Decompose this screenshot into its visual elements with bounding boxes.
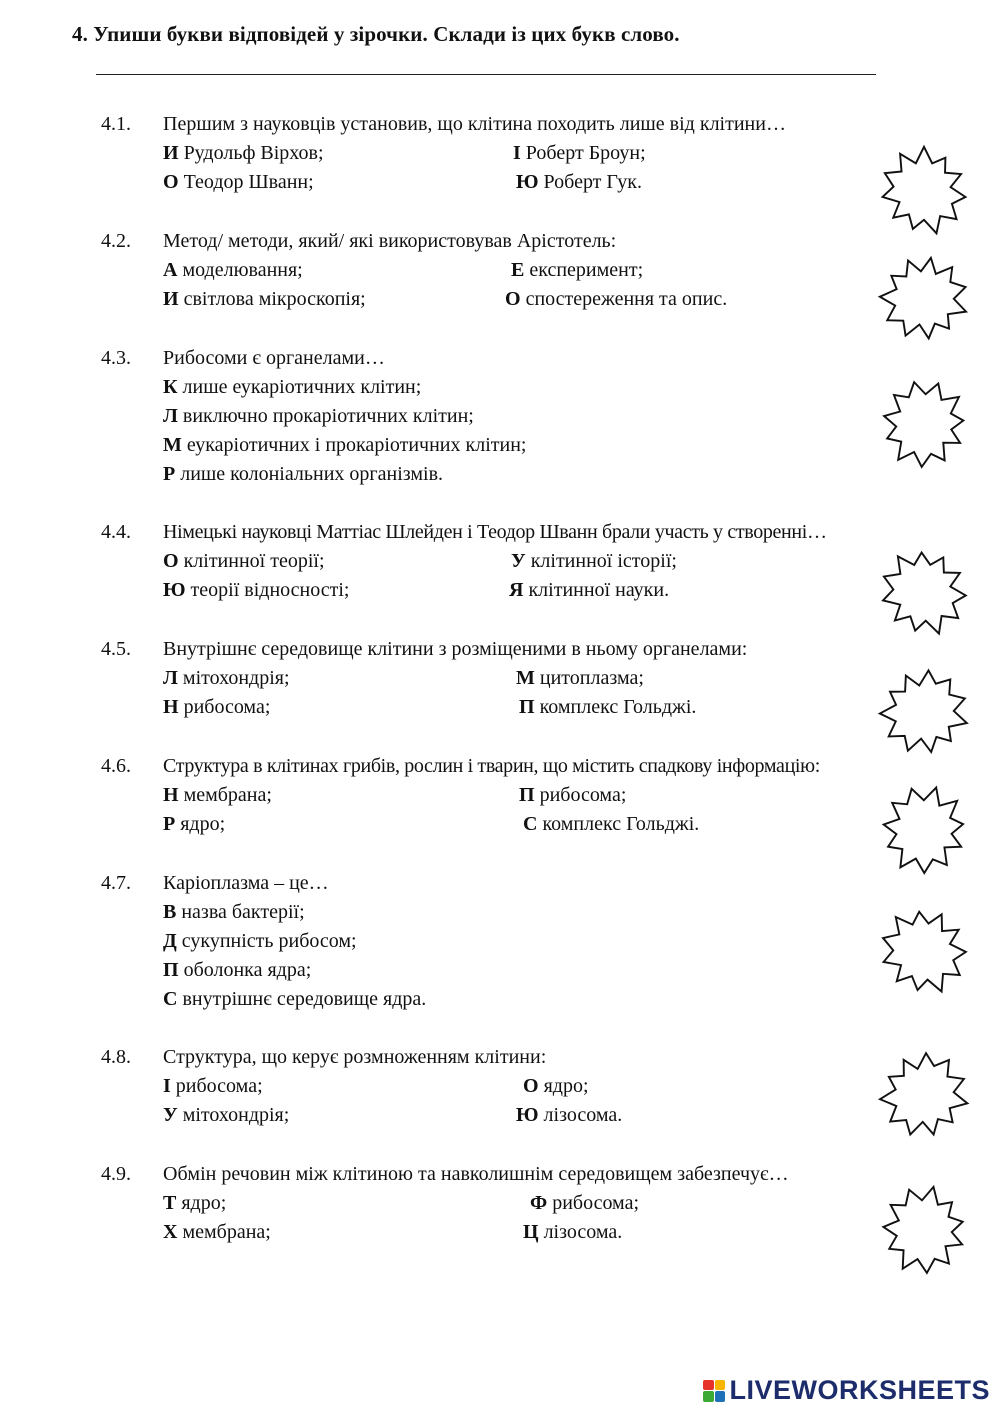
option-text: клітинної теорії; <box>183 550 325 572</box>
option <box>523 813 699 836</box>
option-letter: Т <box>163 1192 177 1214</box>
option <box>519 696 696 719</box>
option-text: Роберт Гук. <box>543 171 642 193</box>
option-text: назва бактерії; <box>181 901 305 923</box>
option-text: рибосома; <box>552 1192 640 1214</box>
question-text: Першим з науковців установив, що клітина походить лише від клітини… <box>163 113 786 135</box>
option-letter: О <box>163 550 179 572</box>
option-text: оболонка ядра; <box>183 959 312 981</box>
option <box>163 550 325 573</box>
option-text: еукаріотичних і прокаріотичних клітин; <box>186 434 527 456</box>
option <box>505 288 727 311</box>
option-letter: Р <box>163 813 176 835</box>
option-text: мітохондрія; <box>182 667 290 689</box>
option-text: моделювання; <box>182 259 303 281</box>
option-letter: І <box>163 1075 171 1097</box>
option-letter: Н <box>163 696 179 718</box>
starburst-answer-icon[interactable] <box>876 143 972 239</box>
option <box>163 813 225 836</box>
option <box>163 376 421 399</box>
option-letter: Н <box>163 784 179 806</box>
question-number: 4.5. <box>101 638 131 660</box>
option-text: лише еукаріотичних клітин; <box>182 376 422 398</box>
option-text: Роберт Броун; <box>525 142 646 164</box>
option <box>163 579 349 602</box>
option <box>163 463 443 486</box>
option-letter: В <box>163 901 177 923</box>
option-letter: И <box>163 142 179 164</box>
option-text: клітинної науки. <box>528 579 670 601</box>
starburst-answer-icon[interactable] <box>876 376 972 472</box>
option-text: теорії відносності; <box>190 579 350 601</box>
option <box>519 784 626 807</box>
option <box>163 259 303 282</box>
option <box>163 696 270 719</box>
question-text: Обмін речовин між клітиною та навколишнім середовищем забезпечує… <box>163 1163 789 1185</box>
option <box>516 1104 622 1127</box>
option <box>516 667 644 690</box>
option <box>163 667 290 690</box>
brand-name: LIVEWORKSHEETS <box>729 1375 990 1405</box>
option-letter: У <box>511 550 526 572</box>
option <box>516 171 642 194</box>
liveworksheets-logo-icon <box>703 1380 725 1402</box>
option-text: комплекс Гольджі. <box>542 813 700 835</box>
option <box>163 1075 263 1098</box>
option <box>511 550 677 573</box>
question-number: 4.8. <box>101 1046 131 1068</box>
option <box>163 1221 271 1244</box>
option <box>163 784 272 807</box>
option-letter: Ц <box>523 1221 539 1243</box>
option-text: Рудольф Вірхов; <box>183 142 324 164</box>
option <box>523 1075 589 1098</box>
question-number: 4.9. <box>101 1163 131 1185</box>
starburst-answer-icon[interactable] <box>876 1182 972 1278</box>
option-letter: Ю <box>516 1104 539 1126</box>
question-text: Каріоплазма – це… <box>163 872 329 894</box>
option-letter: И <box>163 288 179 310</box>
option-text: рибосома; <box>175 1075 263 1097</box>
question-text: Структура в клітинах грибів, рослин і тварин, що містить спадкову інформацію: <box>163 755 820 777</box>
option-letter: Х <box>163 1221 178 1243</box>
option-letter: У <box>163 1104 178 1126</box>
question-text: Метод/ методи, який/ які використовував Арістотель: <box>163 230 617 252</box>
option-text: клітинної історії; <box>530 550 677 572</box>
starburst-answer-icon[interactable] <box>876 250 972 346</box>
option-text: рибосома; <box>183 696 271 718</box>
question-number: 4.3. <box>101 347 131 369</box>
option-text: виключно прокаріотичних клітин; <box>182 405 474 427</box>
option <box>511 259 643 282</box>
question-number: 4.1. <box>101 113 131 135</box>
option-text: мітохондрія; <box>182 1104 290 1126</box>
option-letter: О <box>523 1075 539 1097</box>
option-letter: П <box>519 696 535 718</box>
question-text: Німецькі науковці Маттіас Шлейден і Теодор Шванн брали участь у створенні… <box>163 521 827 543</box>
option <box>163 1192 226 1215</box>
question-number: 4.2. <box>101 230 131 252</box>
option-text: ядро; <box>181 1192 227 1214</box>
option-letter: К <box>163 376 178 398</box>
starburst-answer-icon[interactable] <box>876 664 972 760</box>
option-letter: М <box>163 434 182 456</box>
option-text: комплекс Гольджі. <box>539 696 697 718</box>
option-letter: Л <box>163 667 178 689</box>
question-text: Внутрішнє середовище клітини з розміщеними в ньому органелами: <box>163 638 748 660</box>
option-letter: Д <box>163 930 177 952</box>
option-letter: М <box>516 667 535 689</box>
option <box>163 959 311 982</box>
question-text: Структура, що керує розмноженням клітини: <box>163 1046 547 1068</box>
option <box>163 288 366 311</box>
option <box>163 901 305 924</box>
option <box>530 1192 639 1215</box>
option-text: ядро; <box>543 1075 589 1097</box>
option-letter: Р <box>163 463 176 485</box>
question-number: 4.4. <box>101 521 131 543</box>
worksheet-title: 4. Упиши букви відповідей у зірочки. Склади із цих букв слово. <box>72 22 680 46</box>
option-letter: Ф <box>530 1192 548 1214</box>
option-letter: С <box>163 988 178 1010</box>
starburst-answer-icon[interactable] <box>876 1047 972 1143</box>
option-letter: Е <box>511 259 525 281</box>
option-text: лише колоніальних організмів. <box>180 463 444 485</box>
option-text: спостереження та опис. <box>525 288 728 310</box>
option <box>163 171 314 194</box>
option <box>163 434 526 457</box>
option-letter: Я <box>509 579 524 601</box>
option-text: Теодор Шванн; <box>183 171 314 193</box>
option-letter: О <box>505 288 521 310</box>
footer-branding <box>703 1375 990 1406</box>
option-letter: С <box>523 813 538 835</box>
starburst-answer-icon[interactable] <box>876 903 972 999</box>
option <box>163 405 474 428</box>
option-text: цитоплазма; <box>539 667 644 689</box>
option-text: мембрана; <box>182 1221 271 1243</box>
option-text: світлова мікроскопія; <box>183 288 366 310</box>
option-letter: П <box>163 959 179 981</box>
option-text: лізосома. <box>543 1221 623 1243</box>
question-number: 4.6. <box>101 755 131 777</box>
option-letter: О <box>163 171 179 193</box>
option <box>163 930 357 953</box>
option-text: експеримент; <box>529 259 644 281</box>
option <box>513 142 646 165</box>
option <box>509 579 669 602</box>
option-letter: Л <box>163 405 178 427</box>
question-text: Рибосоми є органелами… <box>163 347 385 369</box>
option-letter: А <box>163 259 178 281</box>
question-number: 4.7. <box>101 872 131 894</box>
starburst-answer-icon[interactable] <box>876 544 972 640</box>
option-text: сукупність рибосом; <box>181 930 357 952</box>
option-text: ядро; <box>180 813 226 835</box>
option-text: внутрішнє середовище ядра. <box>182 988 427 1010</box>
option <box>523 1221 622 1244</box>
answer-word-line[interactable] <box>96 64 876 75</box>
option <box>163 142 324 165</box>
starburst-answer-icon[interactable] <box>876 782 972 878</box>
option-letter: І <box>513 142 521 164</box>
option-text: лізосома. <box>543 1104 623 1126</box>
option <box>163 1104 289 1127</box>
option-text: мембрана; <box>183 784 272 806</box>
option <box>163 988 426 1011</box>
option-letter: Ю <box>516 171 539 193</box>
option-text: рибосома; <box>539 784 627 806</box>
option-letter: Ю <box>163 579 186 601</box>
option-letter: П <box>519 784 535 806</box>
